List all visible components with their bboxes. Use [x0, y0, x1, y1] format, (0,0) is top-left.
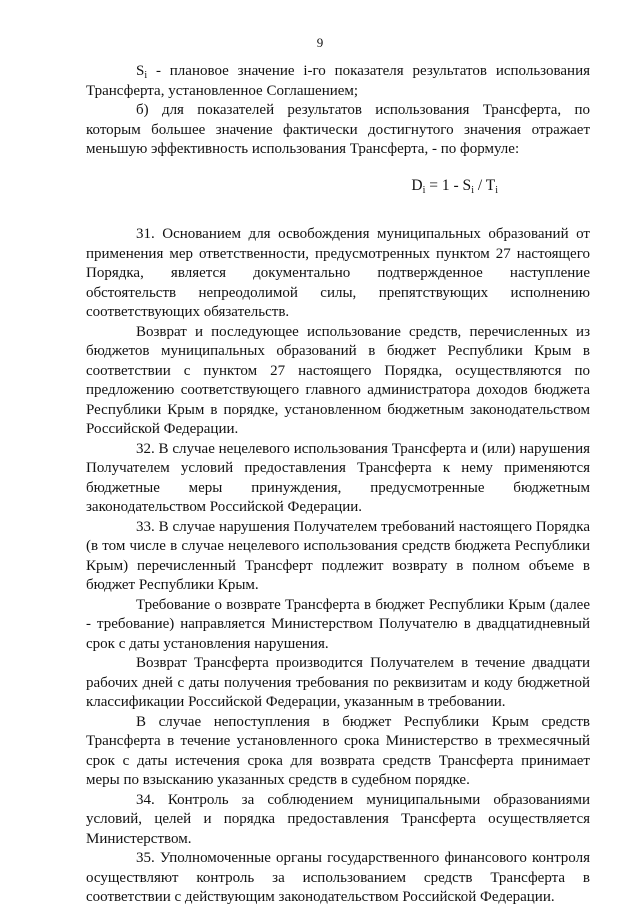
formula-d-subscript: i — [422, 184, 426, 196]
symbol-s: S — [136, 63, 145, 79]
document-body — [86, 62, 590, 908]
paragraph-33-demand: Требование о возврате Трансферта в бюджет Республики Крым (далее - требование) направляется Министерством Получателю в двадцатидневный срок с даты установления нарушения. — [86, 596, 590, 652]
paragraph-33: 33. В случае нарушения Получателем требований настоящего Порядка (в том числе в случае нецелевого использования средств бюджета Республики Крым) перечисленный Трансферт подлежит возврату в полном объеме в бюджет Республики Крым. — [86, 518, 590, 593]
paragraph-32: 32. В случае нецелевого использования Трансферта и (или) нарушения Получателем условий предоставления Трансферта к нему применяются бюджетные меры принуждения, предусмотренные бюджетным законодательством Российской Федерации. — [86, 440, 590, 515]
paragraph-formula-intro: б) для показателей результатов использования Трансферта, по которым большее значение фактически достигнутого значения отражает меньшую эффективность использования Трансферта, - по формуле: — [86, 102, 590, 157]
formula-tail: / T — [473, 176, 496, 194]
formula-d: D — [411, 176, 423, 194]
paragraph-34: 34. Контроль за соблюдением муниципальными образованиями условий, целей и порядка предоставления Трансферта осуществляется Министерством. — [86, 791, 590, 847]
paragraph-33-refund: Возврат Трансферта производится Получателем в течение двадцати рабочих дней с даты получения требования по реквизитам и коду бюджетной классификации Российской Федерации, указанным в требовании. — [86, 655, 590, 710]
paragraph-31-return: Возврат и последующее использование средств, перечисленных из бюджетов муниципальных образований в бюджет Республики Крым в соответствии с пунктом 27 настоящего Порядка, осуществляются по предложению соответствующего главного администратора доходов бюджета Республики Крым в порядке, установленном бюджетным законодательством Российской Федерации. — [86, 323, 590, 437]
formula-s-subscript: i — [471, 184, 474, 196]
formula-t-subscript: i — [495, 184, 498, 196]
section-gap — [86, 211, 590, 225]
page-number: 9 — [316, 35, 324, 50]
paragraph-text: - плановое значение i-го показателя результатов использования Трансферта, установленное Соглашением; — [86, 63, 590, 99]
formula — [86, 176, 590, 196]
paragraph-35: 35. Уполномоченные органы государственного финансового контроля осуществляют контроль за использованием средств Трансферта в соответствии с действующим законодательством Российской Федерации. — [86, 850, 590, 905]
formula-middle: = 1 - S — [425, 176, 472, 194]
symbol-s-subscript: i — [144, 70, 148, 81]
paragraph-si-definition — [86, 62, 590, 101]
paragraph-31: 31. Основанием для освобождения муниципальных образований от применения мер ответственности, предусмотренных пунктом 27 настоящего Порядка, является документально подтвержденное наступление обстоятельств непреодолимой силы, препятствующих исполнению соответствующих обязательств. — [86, 226, 590, 320]
paragraph-33-recovery: В случае непоступления в бюджет Республики Крым средств Трансферта в течение установленного срока Министерство в трехмесячный срок с даты истечения срока для возврата средств Трансферта принимает меры по взысканию указанных средств в судебном порядке. — [86, 713, 590, 788]
